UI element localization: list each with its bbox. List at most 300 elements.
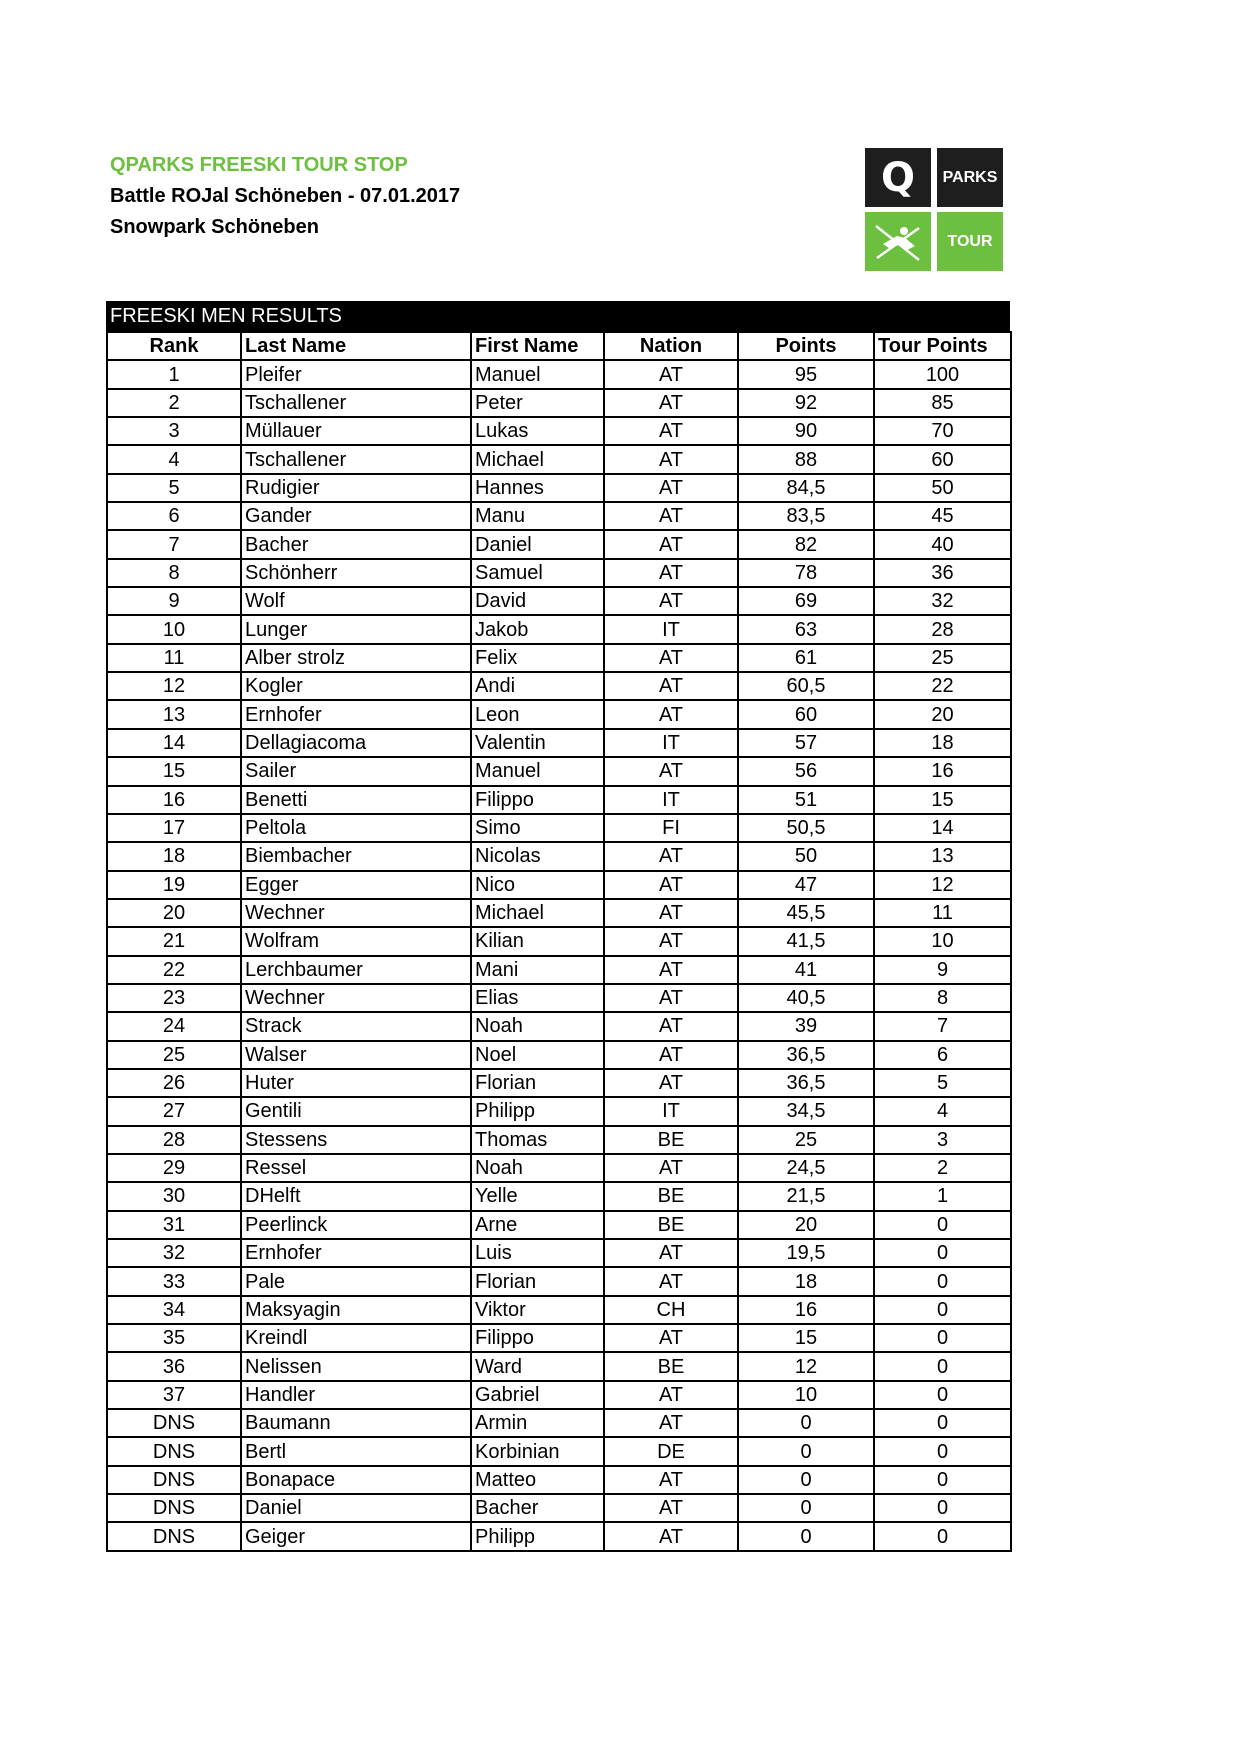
cell-first-name: Noah [471, 1012, 604, 1040]
table-row [107, 1437, 1011, 1465]
cell-rank: 13 [107, 700, 241, 728]
cell-nation: AT [604, 1381, 738, 1409]
cell-nation: AT [604, 700, 738, 728]
cell-tour-points: 6 [874, 1041, 1011, 1069]
cell-last-name: Rudigier [241, 474, 471, 502]
table-row [107, 1522, 1011, 1550]
cell-nation: AT [604, 927, 738, 955]
cell-last-name: Tschallener [241, 445, 471, 473]
cell-rank: 32 [107, 1239, 241, 1267]
cell-first-name: Nicolas [471, 842, 604, 870]
cell-nation: BE [604, 1126, 738, 1154]
cell-nation: FI [604, 814, 738, 842]
cell-first-name: Manuel [471, 360, 604, 388]
table-row [107, 587, 1011, 615]
cell-first-name: Simo [471, 814, 604, 842]
cell-tour-points: 0 [874, 1296, 1011, 1324]
cell-tour-points: 45 [874, 502, 1011, 530]
document-header [110, 150, 460, 243]
table-row [107, 1296, 1011, 1324]
cell-first-name: Matteo [471, 1466, 604, 1494]
cell-first-name: Filippo [471, 1324, 604, 1352]
cell-points: 10 [738, 1381, 874, 1409]
table-row [107, 1466, 1011, 1494]
cell-points: 90 [738, 417, 874, 445]
venue-name: Snowpark Schöneben [110, 216, 319, 238]
cell-rank: 22 [107, 956, 241, 984]
cell-nation: AT [604, 1324, 738, 1352]
cell-first-name: Nico [471, 871, 604, 899]
cell-points: 50 [738, 842, 874, 870]
cell-first-name: Noah [471, 1154, 604, 1182]
cell-rank: 7 [107, 530, 241, 558]
cell-rank: 21 [107, 927, 241, 955]
cell-first-name: Thomas [471, 1126, 604, 1154]
cell-points: 57 [738, 729, 874, 757]
cell-last-name: Wechner [241, 899, 471, 927]
cell-nation: AT [604, 1409, 738, 1437]
cell-rank: 25 [107, 1041, 241, 1069]
cell-rank: 9 [107, 587, 241, 615]
col-header-last-name: Last Name [241, 332, 471, 360]
table-row [107, 956, 1011, 984]
cell-tour-points: 1 [874, 1182, 1011, 1210]
table-row [107, 502, 1011, 530]
cell-points: 39 [738, 1012, 874, 1040]
cell-first-name: Florian [471, 1069, 604, 1097]
results-table-container [106, 301, 1010, 1552]
cell-first-name: Lukas [471, 417, 604, 445]
cell-rank: 5 [107, 474, 241, 502]
event-title: Battle ROJal Schöneben - 07.01.2017 [110, 185, 461, 207]
cell-last-name: Ernhofer [241, 1239, 471, 1267]
cell-last-name: Huter [241, 1069, 471, 1097]
cell-tour-points: 40 [874, 530, 1011, 558]
cell-rank: 23 [107, 984, 241, 1012]
cell-last-name: Gentili [241, 1097, 471, 1125]
cell-first-name: Bacher [471, 1494, 604, 1522]
skier-icon [865, 212, 931, 271]
cell-first-name: Manuel [471, 757, 604, 785]
cell-first-name: Samuel [471, 559, 604, 587]
logo-parks-tile: PARKS [937, 148, 1003, 207]
cell-rank: 8 [107, 559, 241, 587]
cell-first-name: Felix [471, 644, 604, 672]
cell-points: 34,5 [738, 1097, 874, 1125]
cell-nation: AT [604, 1069, 738, 1097]
cell-points: 78 [738, 559, 874, 587]
cell-nation: AT [604, 360, 738, 388]
cell-last-name: Nelissen [241, 1352, 471, 1380]
table-row [107, 1324, 1011, 1352]
cell-tour-points: 50 [874, 474, 1011, 502]
cell-tour-points: 0 [874, 1409, 1011, 1437]
cell-last-name: Maksyagin [241, 1296, 471, 1324]
cell-last-name: Strack [241, 1012, 471, 1040]
cell-rank: 10 [107, 615, 241, 643]
cell-last-name: Dellagiacoma [241, 729, 471, 757]
cell-last-name: Bonapace [241, 1466, 471, 1494]
cell-nation: AT [604, 1267, 738, 1295]
cell-last-name: Wechner [241, 984, 471, 1012]
table-row [107, 445, 1011, 473]
cell-last-name: Bacher [241, 530, 471, 558]
cell-nation: AT [604, 1494, 738, 1522]
cell-points: 18 [738, 1267, 874, 1295]
cell-tour-points: 10 [874, 927, 1011, 955]
cell-points: 0 [738, 1437, 874, 1465]
cell-first-name: Michael [471, 445, 604, 473]
cell-tour-points: 70 [874, 417, 1011, 445]
cell-rank: 35 [107, 1324, 241, 1352]
cell-points: 41 [738, 956, 874, 984]
cell-nation: AT [604, 1012, 738, 1040]
cell-nation: AT [604, 644, 738, 672]
cell-first-name: Korbinian [471, 1437, 604, 1465]
cell-tour-points: 28 [874, 615, 1011, 643]
cell-points: 60,5 [738, 672, 874, 700]
table-row [107, 1352, 1011, 1380]
cell-rank: 12 [107, 672, 241, 700]
cell-rank: 4 [107, 445, 241, 473]
cell-last-name: Peerlinck [241, 1211, 471, 1239]
cell-points: 60 [738, 700, 874, 728]
col-header-points: Points [738, 332, 874, 360]
cell-tour-points: 0 [874, 1466, 1011, 1494]
table-row [107, 1097, 1011, 1125]
cell-rank: 16 [107, 786, 241, 814]
cell-points: 88 [738, 445, 874, 473]
cell-nation: AT [604, 530, 738, 558]
cell-nation: DE [604, 1437, 738, 1465]
cell-points: 0 [738, 1466, 874, 1494]
cell-last-name: Pale [241, 1267, 471, 1295]
cell-last-name: Bertl [241, 1437, 471, 1465]
cell-rank: 3 [107, 417, 241, 445]
cell-tour-points: 13 [874, 842, 1011, 870]
cell-tour-points: 60 [874, 445, 1011, 473]
cell-points: 16 [738, 1296, 874, 1324]
cell-first-name: Gabriel [471, 1381, 604, 1409]
cell-tour-points: 0 [874, 1522, 1011, 1550]
cell-tour-points: 0 [874, 1437, 1011, 1465]
logo-tour-tile: TOUR [937, 212, 1003, 271]
cell-points: 92 [738, 389, 874, 417]
table-row [107, 1239, 1011, 1267]
cell-last-name: Wolfram [241, 927, 471, 955]
cell-last-name: Egger [241, 871, 471, 899]
cell-first-name: Michael [471, 899, 604, 927]
cell-last-name: Handler [241, 1381, 471, 1409]
table-row [107, 1154, 1011, 1182]
cell-rank: 2 [107, 389, 241, 417]
cell-tour-points: 12 [874, 871, 1011, 899]
cell-rank: 6 [107, 502, 241, 530]
cell-nation: AT [604, 1239, 738, 1267]
cell-points: 19,5 [738, 1239, 874, 1267]
table-row [107, 1494, 1011, 1522]
cell-tour-points: 0 [874, 1381, 1011, 1409]
cell-rank: 18 [107, 842, 241, 870]
cell-nation: AT [604, 842, 738, 870]
cell-first-name: Philipp [471, 1522, 604, 1550]
cell-tour-points: 15 [874, 786, 1011, 814]
table-row [107, 984, 1011, 1012]
cell-tour-points: 3 [874, 1126, 1011, 1154]
header-row [107, 332, 1011, 360]
col-header-tour-points: Tour Points [874, 332, 1011, 360]
table-row [107, 1267, 1011, 1295]
cell-rank: 31 [107, 1211, 241, 1239]
cell-last-name: Wolf [241, 587, 471, 615]
cell-last-name: Lerchbaumer [241, 956, 471, 984]
cell-tour-points: 9 [874, 956, 1011, 984]
cell-first-name: Valentin [471, 729, 604, 757]
cell-nation: IT [604, 729, 738, 757]
cell-rank: 34 [107, 1296, 241, 1324]
cell-last-name: Benetti [241, 786, 471, 814]
cell-nation: AT [604, 871, 738, 899]
cell-points: 51 [738, 786, 874, 814]
cell-nation: BE [604, 1352, 738, 1380]
cell-first-name: Luis [471, 1239, 604, 1267]
cell-points: 12 [738, 1352, 874, 1380]
cell-rank: DNS [107, 1409, 241, 1437]
cell-first-name: Arne [471, 1211, 604, 1239]
cell-points: 50,5 [738, 814, 874, 842]
results-table [106, 331, 1012, 1552]
table-row [107, 360, 1011, 388]
cell-tour-points: 2 [874, 1154, 1011, 1182]
table-row [107, 530, 1011, 558]
table-row [107, 729, 1011, 757]
cell-first-name: Hannes [471, 474, 604, 502]
cell-nation: AT [604, 417, 738, 445]
cell-last-name: Müllauer [241, 417, 471, 445]
cell-nation: AT [604, 445, 738, 473]
table-row [107, 1211, 1011, 1239]
cell-nation: BE [604, 1182, 738, 1210]
cell-points: 63 [738, 615, 874, 643]
cell-tour-points: 0 [874, 1211, 1011, 1239]
cell-points: 69 [738, 587, 874, 615]
cell-tour-points: 20 [874, 700, 1011, 728]
table-row [107, 672, 1011, 700]
cell-points: 61 [738, 644, 874, 672]
cell-first-name: Daniel [471, 530, 604, 558]
section-title: FREESKI MEN RESULTS [106, 301, 1010, 331]
cell-tour-points: 100 [874, 360, 1011, 388]
table-row [107, 1409, 1011, 1437]
cell-points: 45,5 [738, 899, 874, 927]
cell-points: 20 [738, 1211, 874, 1239]
results-body [107, 360, 1011, 1550]
cell-rank: DNS [107, 1522, 241, 1550]
cell-nation: IT [604, 1097, 738, 1125]
cell-points: 15 [738, 1324, 874, 1352]
table-row [107, 615, 1011, 643]
cell-rank: 24 [107, 1012, 241, 1040]
cell-last-name: Sailer [241, 757, 471, 785]
cell-last-name: Kogler [241, 672, 471, 700]
cell-rank: 28 [107, 1126, 241, 1154]
table-row [107, 1381, 1011, 1409]
cell-first-name: Peter [471, 389, 604, 417]
cell-last-name: Ernhofer [241, 700, 471, 728]
cell-rank: DNS [107, 1466, 241, 1494]
cell-last-name: Daniel [241, 1494, 471, 1522]
cell-last-name: Ressel [241, 1154, 471, 1182]
cell-points: 0 [738, 1494, 874, 1522]
cell-nation: AT [604, 899, 738, 927]
cell-tour-points: 16 [874, 757, 1011, 785]
table-row [107, 1012, 1011, 1040]
cell-rank: DNS [107, 1494, 241, 1522]
table-row [107, 559, 1011, 587]
cell-last-name: Kreindl [241, 1324, 471, 1352]
cell-first-name: Manu [471, 502, 604, 530]
cell-last-name: Peltola [241, 814, 471, 842]
tour-title: QPARKS FREESKI TOUR STOP [110, 154, 408, 176]
cell-tour-points: 0 [874, 1267, 1011, 1295]
cell-points: 36,5 [738, 1041, 874, 1069]
cell-tour-points: 85 [874, 389, 1011, 417]
cell-tour-points: 4 [874, 1097, 1011, 1125]
col-header-rank: Rank [107, 332, 241, 360]
cell-last-name: Gander [241, 502, 471, 530]
cell-tour-points: 14 [874, 814, 1011, 842]
cell-last-name: Geiger [241, 1522, 471, 1550]
table-row [107, 757, 1011, 785]
cell-tour-points: 0 [874, 1352, 1011, 1380]
cell-tour-points: 8 [874, 984, 1011, 1012]
cell-rank: 17 [107, 814, 241, 842]
cell-tour-points: 36 [874, 559, 1011, 587]
table-row [107, 700, 1011, 728]
cell-rank: 29 [107, 1154, 241, 1182]
cell-points: 24,5 [738, 1154, 874, 1182]
cell-first-name: Armin [471, 1409, 604, 1437]
cell-tour-points: 32 [874, 587, 1011, 615]
cell-first-name: Yelle [471, 1182, 604, 1210]
cell-points: 40,5 [738, 984, 874, 1012]
cell-points: 84,5 [738, 474, 874, 502]
cell-rank: 26 [107, 1069, 241, 1097]
cell-points: 0 [738, 1522, 874, 1550]
qparks-tour-logo [865, 148, 1005, 272]
cell-points: 56 [738, 757, 874, 785]
cell-first-name: Kilian [471, 927, 604, 955]
cell-nation: IT [604, 615, 738, 643]
cell-first-name: Viktor [471, 1296, 604, 1324]
cell-last-name: Stessens [241, 1126, 471, 1154]
cell-tour-points: 7 [874, 1012, 1011, 1040]
cell-nation: AT [604, 1041, 738, 1069]
col-header-first-name: First Name [471, 332, 604, 360]
cell-nation: BE [604, 1211, 738, 1239]
cell-points: 47 [738, 871, 874, 899]
cell-tour-points: 18 [874, 729, 1011, 757]
cell-rank: 27 [107, 1097, 241, 1125]
table-row [107, 1069, 1011, 1097]
cell-nation: AT [604, 956, 738, 984]
cell-first-name: Philipp [471, 1097, 604, 1125]
cell-nation: IT [604, 786, 738, 814]
cell-nation: AT [604, 502, 738, 530]
cell-points: 95 [738, 360, 874, 388]
cell-last-name: Walser [241, 1041, 471, 1069]
cell-last-name: Lunger [241, 615, 471, 643]
cell-tour-points: 0 [874, 1324, 1011, 1352]
cell-last-name: Baumann [241, 1409, 471, 1437]
cell-nation: AT [604, 984, 738, 1012]
cell-nation: AT [604, 389, 738, 417]
cell-points: 41,5 [738, 927, 874, 955]
cell-points: 82 [738, 530, 874, 558]
table-row [107, 842, 1011, 870]
cell-last-name: Biembacher [241, 842, 471, 870]
cell-last-name: Schönherr [241, 559, 471, 587]
cell-points: 83,5 [738, 502, 874, 530]
table-row [107, 1126, 1011, 1154]
table-row [107, 871, 1011, 899]
table-row [107, 644, 1011, 672]
cell-rank: 15 [107, 757, 241, 785]
table-row [107, 1041, 1011, 1069]
cell-nation: AT [604, 757, 738, 785]
cell-nation: CH [604, 1296, 738, 1324]
table-row [107, 417, 1011, 445]
cell-tour-points: 0 [874, 1494, 1011, 1522]
cell-nation: AT [604, 1522, 738, 1550]
cell-rank: 20 [107, 899, 241, 927]
cell-nation: AT [604, 672, 738, 700]
cell-nation: AT [604, 559, 738, 587]
cell-nation: AT [604, 1154, 738, 1182]
cell-last-name: Tschallener [241, 389, 471, 417]
cell-nation: AT [604, 587, 738, 615]
cell-first-name: Andi [471, 672, 604, 700]
cell-nation: AT [604, 1466, 738, 1494]
cell-rank: 37 [107, 1381, 241, 1409]
cell-first-name: Jakob [471, 615, 604, 643]
cell-first-name: Ward [471, 1352, 604, 1380]
cell-nation: AT [604, 474, 738, 502]
logo-q-tile: Q [865, 148, 931, 207]
cell-last-name: DHelft [241, 1182, 471, 1210]
cell-tour-points: 0 [874, 1239, 1011, 1267]
cell-tour-points: 11 [874, 899, 1011, 927]
table-row [107, 927, 1011, 955]
cell-tour-points: 25 [874, 644, 1011, 672]
cell-first-name: David [471, 587, 604, 615]
cell-points: 21,5 [738, 1182, 874, 1210]
cell-rank: DNS [107, 1437, 241, 1465]
cell-rank: 19 [107, 871, 241, 899]
cell-rank: 11 [107, 644, 241, 672]
table-row [107, 389, 1011, 417]
cell-first-name: Mani [471, 956, 604, 984]
cell-last-name: Alber strolz [241, 644, 471, 672]
cell-first-name: Noel [471, 1041, 604, 1069]
cell-first-name: Elias [471, 984, 604, 1012]
cell-rank: 33 [107, 1267, 241, 1295]
cell-rank: 36 [107, 1352, 241, 1380]
table-row [107, 814, 1011, 842]
table-row [107, 474, 1011, 502]
cell-rank: 1 [107, 360, 241, 388]
cell-tour-points: 5 [874, 1069, 1011, 1097]
